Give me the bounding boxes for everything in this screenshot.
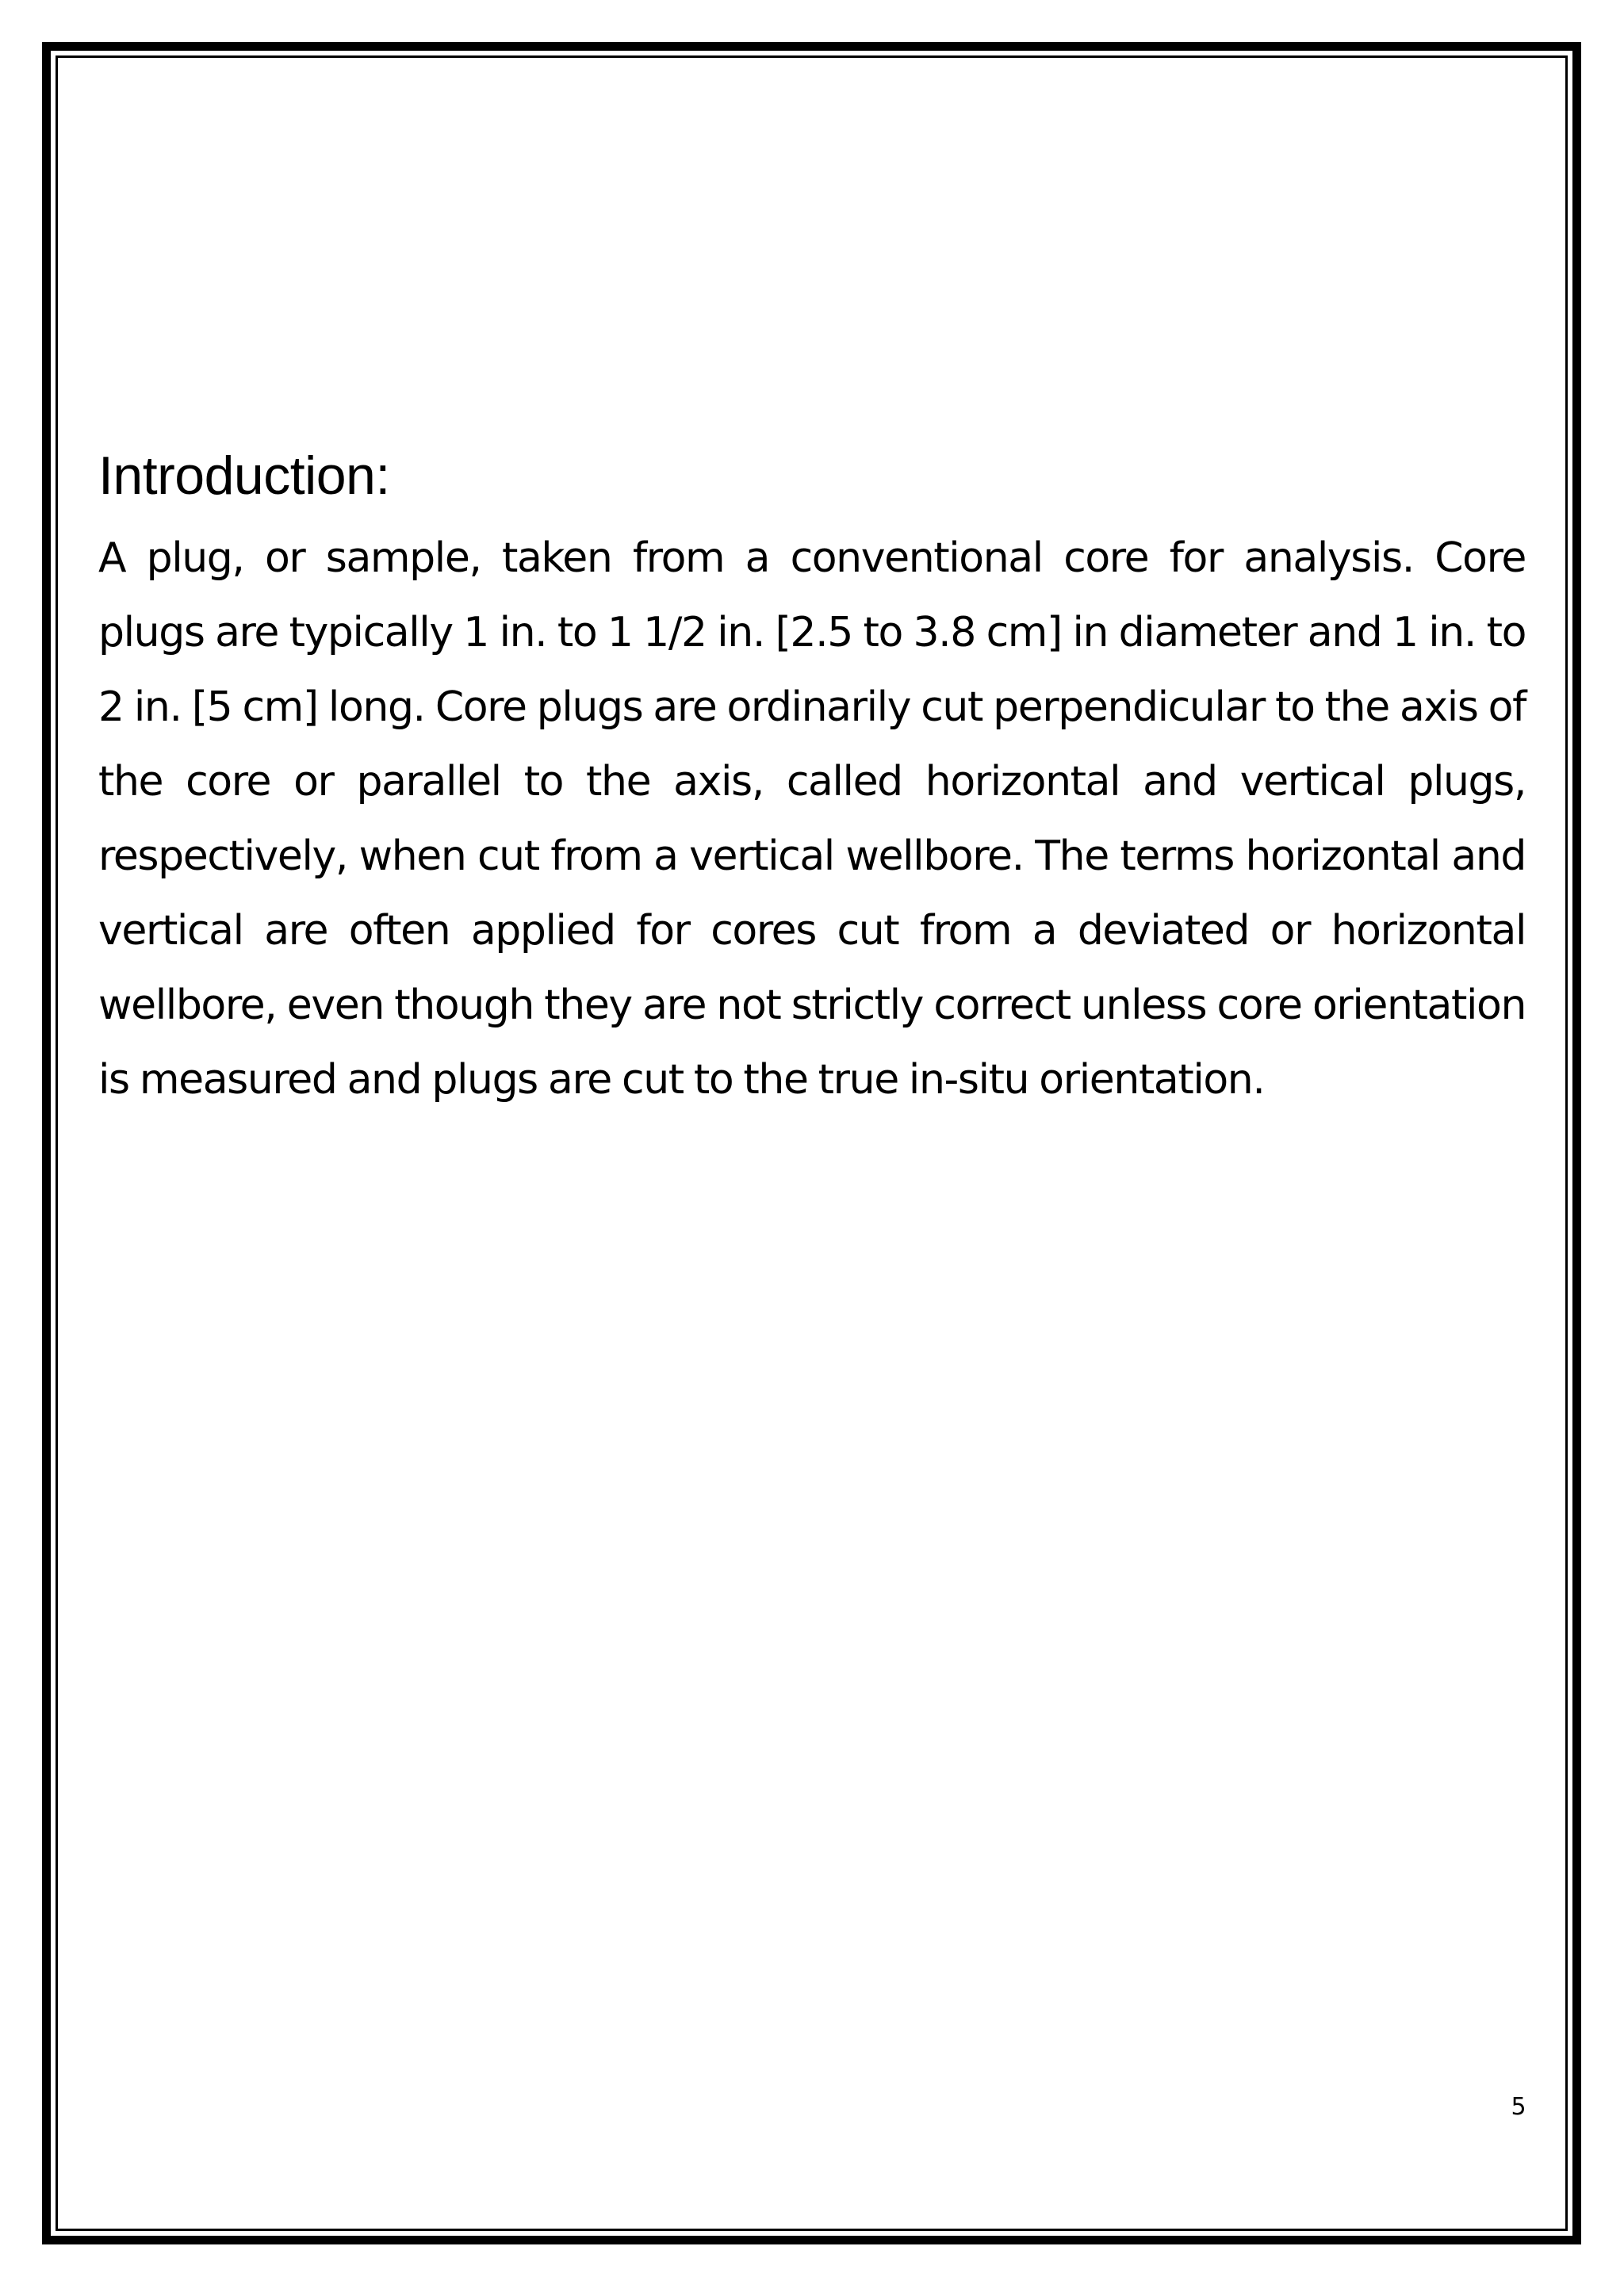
section-heading: Introduction: <box>98 446 390 506</box>
page-content <box>98 440 1526 1117</box>
body-paragraph: A plug, or sample, taken from a conventional core for analysis. Core plugs are typically 1 in. to 1 1/2 in. [2.5 to 3.8 cm] in diameter and 1 in. to 2 in. [5 cm] long. Core plugs are ordinarily cut perpendicular to the axis of the core or parallel to the axis, called horizontal and vertical plugs, respectively, when cut from a vertical wellbore. The terms horizontal and vertical are often applied for cores cut from a deviated or horizontal wellbore, even though they are not strictly correct unless core orientation is measured and plugs are cut to the true in-situ orientation. <box>98 534 1526 1104</box>
page-number: 5 <box>1511 2093 1526 2121</box>
page-border-inner <box>56 55 1568 2231</box>
